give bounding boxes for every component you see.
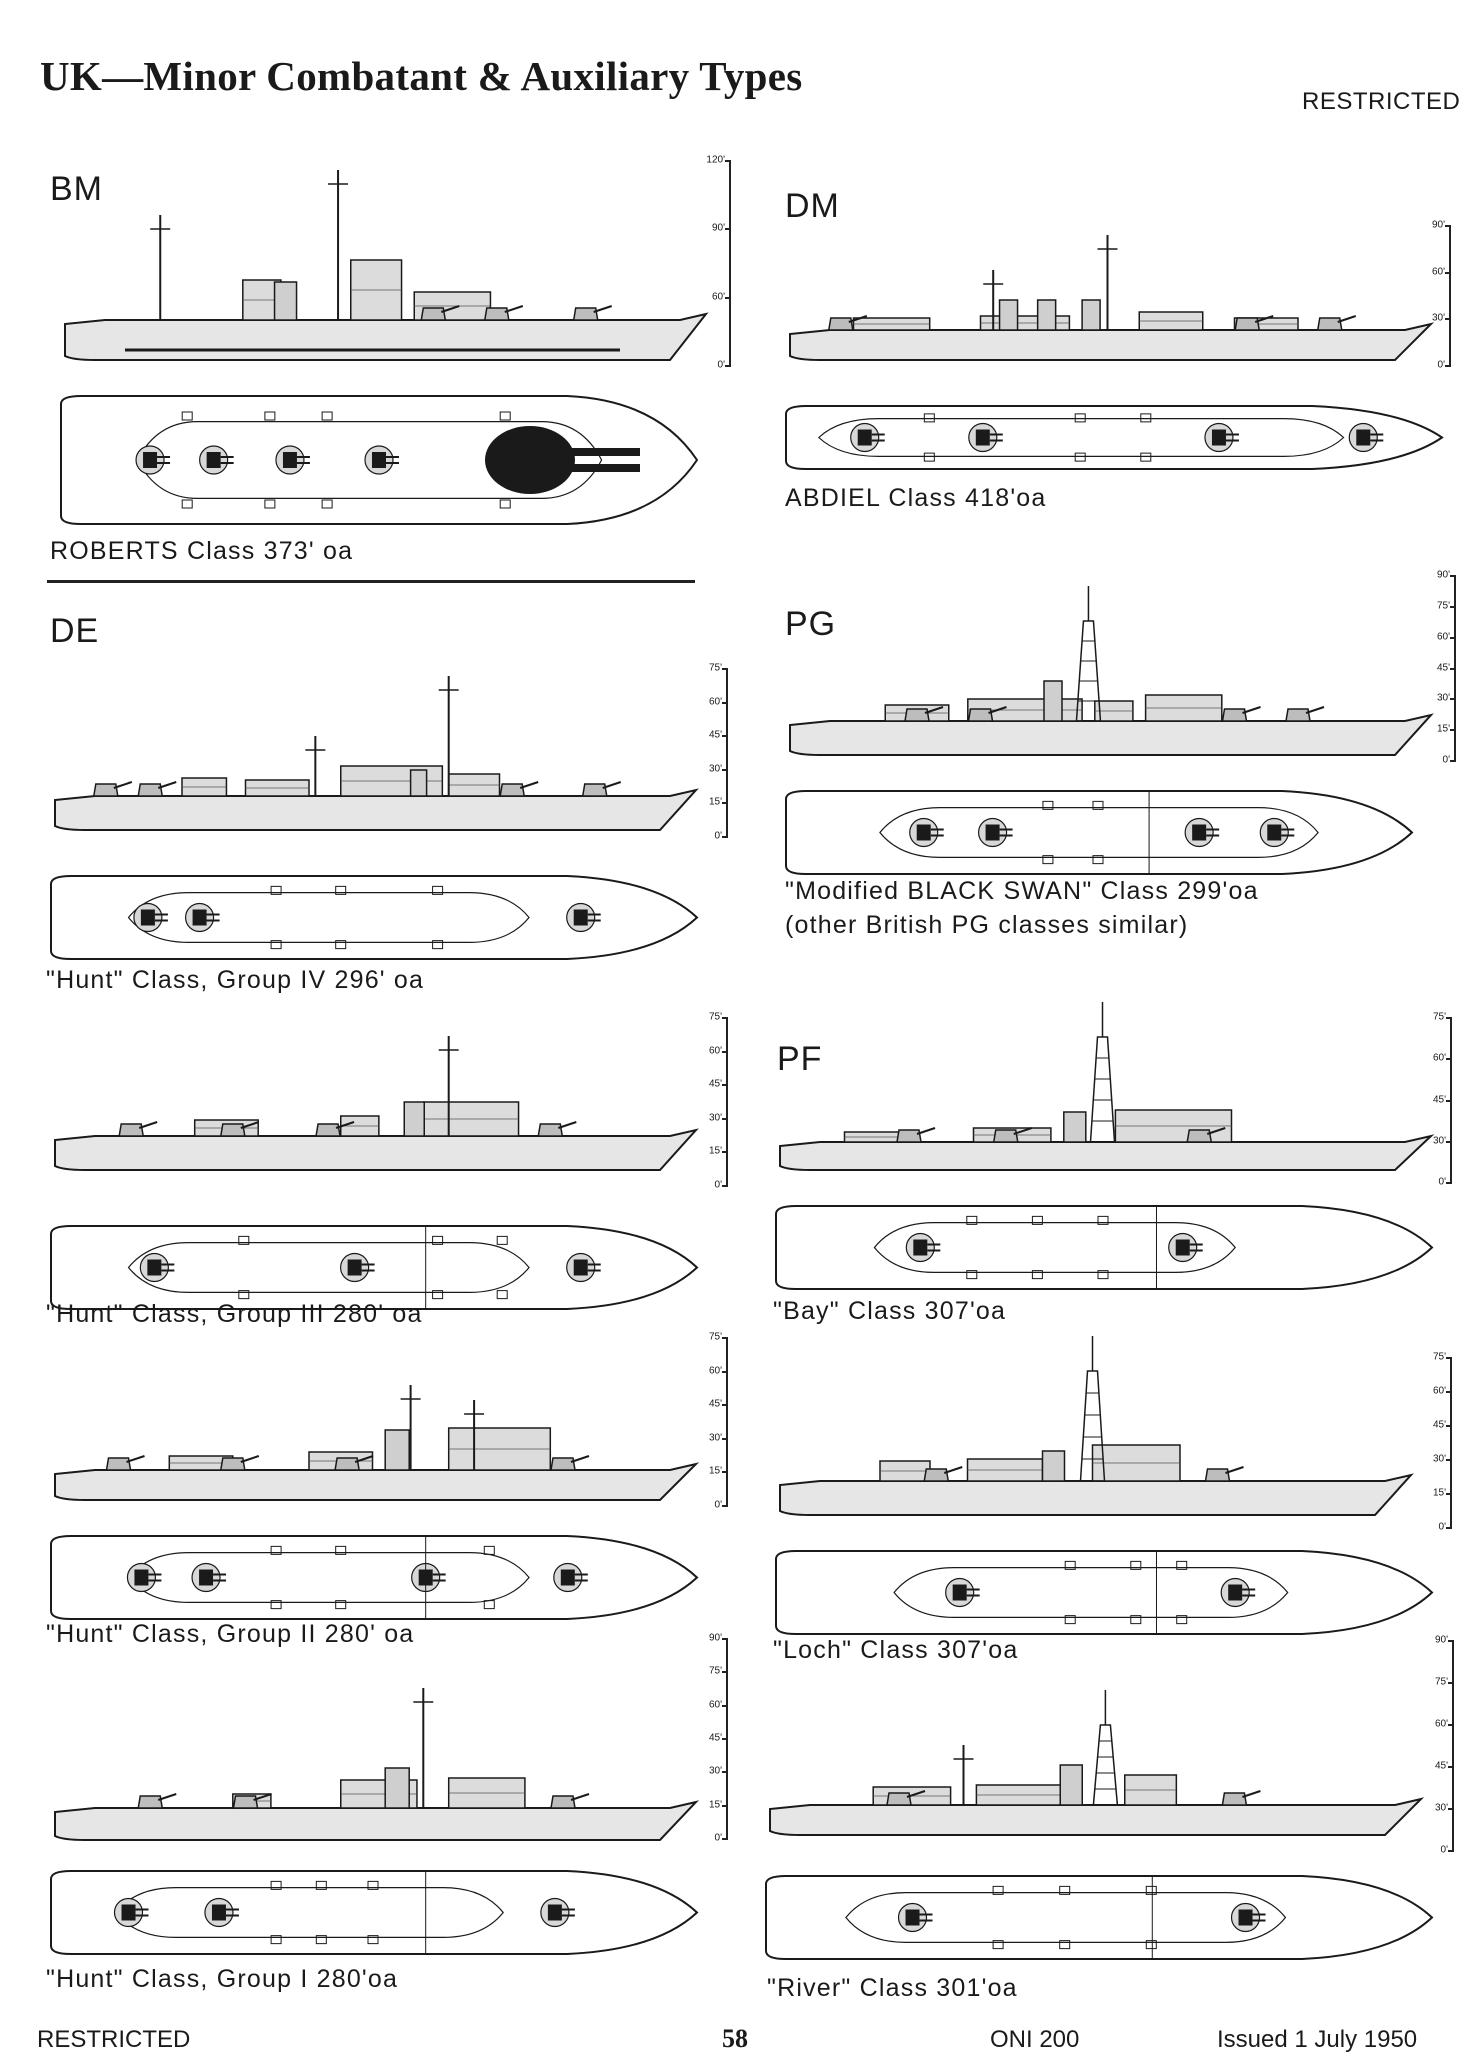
funnel [385, 1768, 409, 1808]
scale-tick [1446, 1425, 1452, 1427]
funnel [411, 770, 427, 796]
scale-tick [1445, 225, 1451, 227]
scale-tick [1446, 1357, 1452, 1359]
scale-tick [722, 668, 728, 670]
scale-label: 90' [1434, 1634, 1448, 1646]
type-code-de: DE [50, 612, 100, 650]
scale-tick [1450, 606, 1456, 608]
scale-tick [722, 1017, 728, 1019]
funnel [1082, 300, 1100, 330]
scale-bar [1450, 1357, 1452, 1527]
scale-tick [1450, 637, 1456, 639]
scale-tick [1446, 1058, 1452, 1060]
scale-tick [722, 702, 728, 704]
gun-mount [221, 1124, 245, 1136]
scale-label: 45' [708, 729, 722, 741]
scale-tick [722, 1505, 728, 1507]
modified-black-swan-profile [780, 570, 1440, 765]
scale-label: 60' [1431, 266, 1445, 278]
scale-label: 30' [708, 763, 722, 775]
scale-tick [722, 1738, 728, 1740]
scale-label: 30' [1432, 1453, 1446, 1465]
scale-label: 15' [1432, 1487, 1446, 1499]
caption-river-class: "River" Class 301'oa [767, 1974, 1018, 2002]
gun-mount [905, 709, 929, 721]
scale-tick [722, 1438, 728, 1440]
turret-gunhouse [143, 452, 157, 468]
scale-tick [1448, 1766, 1454, 1768]
scale-tick [722, 1185, 728, 1187]
page-number: 58 [722, 2024, 748, 2053]
turret-gunhouse [372, 452, 386, 468]
scale-label: 120' [706, 154, 725, 166]
scale-label: 60' [708, 1699, 722, 1711]
scale-label: 60' [1432, 1385, 1446, 1397]
gun-mount [221, 1458, 245, 1470]
loch-class-profile [770, 1330, 1420, 1525]
scale-tick [722, 1337, 728, 1339]
scale-tick [722, 1151, 728, 1153]
scale-tick [1446, 1182, 1452, 1184]
scale-tick [722, 1371, 728, 1373]
lattice-mast [1093, 1725, 1117, 1805]
scale-label: 30' [708, 1765, 722, 1777]
scale-label: 0' [714, 1499, 722, 1511]
height-scale-hunt-iii [692, 1011, 732, 1191]
roberts-class-deck-plan [55, 390, 705, 530]
gun-mount [969, 709, 993, 721]
funnel [275, 282, 297, 320]
scale-label: 0' [714, 1832, 722, 1844]
turret-gunhouse [199, 1570, 213, 1586]
scale-tick [1448, 1808, 1454, 1810]
hunt-group-ii-profile [45, 1340, 705, 1510]
scale-tick [722, 1705, 728, 1707]
scale-tick [722, 1118, 728, 1120]
publication-id: ONI 200 [990, 2026, 1080, 2053]
gun-mount [574, 308, 598, 320]
scale-tick [725, 228, 731, 230]
scale-tick [722, 769, 728, 771]
scale-tick [1450, 668, 1456, 670]
gun-mount [829, 318, 853, 330]
scale-label: 45' [708, 1398, 722, 1410]
scale-tick [722, 1671, 728, 1673]
caption-roberts-class: ROBERTS Class 373' oa [50, 537, 354, 565]
scale-label: 75' [1432, 1011, 1446, 1023]
turret-gunhouse [986, 825, 1000, 841]
scale-tick [1448, 1640, 1454, 1642]
caption-modified-black-swan: "Modified BLACK SWAN" Class 299'oa [785, 877, 1259, 905]
gun-mount [1222, 1793, 1246, 1805]
hunt-group-iv-deck-plan [45, 870, 705, 965]
funnel [1044, 681, 1062, 721]
scale-label: 75' [708, 1011, 722, 1023]
scale-label: 30' [708, 1112, 722, 1124]
bay-class-profile [770, 1010, 1440, 1180]
scale-tick [722, 802, 728, 804]
caption-pg-note: (other British PG classes similar) [785, 911, 1189, 939]
scale-tick [1446, 1100, 1452, 1102]
gun-mount [335, 1458, 359, 1470]
gun-mount [1187, 1130, 1211, 1142]
scale-tick [1445, 365, 1451, 367]
scale-label: 60' [711, 291, 725, 303]
scale-label: 0' [1437, 359, 1445, 371]
scale-tick [1448, 1682, 1454, 1684]
funnel [1038, 300, 1056, 330]
funnel [1000, 300, 1018, 330]
funnel [1064, 1112, 1086, 1142]
scale-tick [725, 297, 731, 299]
scale-label: 0' [714, 830, 722, 842]
scale-bar [726, 1017, 728, 1185]
height-scale-hunt-i [692, 1632, 732, 1844]
issue-date: Issued 1 July 1950 [1217, 2026, 1418, 2053]
scale-label: 0' [1440, 1844, 1448, 1856]
scale-tick [1446, 1527, 1452, 1529]
scale-bar [729, 160, 731, 365]
height-scale-bay [1416, 1011, 1456, 1188]
scale-label: 30' [1432, 1135, 1446, 1147]
gun-mount [234, 1796, 258, 1808]
caption-loch-class: "Loch" Class 307'oa [773, 1636, 1019, 1664]
scale-label: 15' [708, 1799, 722, 1811]
gun-mount [500, 784, 524, 796]
scale-label: 45' [1436, 662, 1450, 673]
scale-label: 60' [708, 696, 722, 708]
caption-hunt-group-ii: "Hunt" Class, Group II 280' oa [46, 1620, 415, 1648]
turret-gunhouse [1212, 430, 1226, 446]
turret-gunhouse [1239, 1910, 1253, 1926]
scale-tick [1446, 1493, 1452, 1495]
scale-tick [1446, 1459, 1452, 1461]
turret-gunhouse [574, 910, 588, 926]
scale-tick [1448, 1724, 1454, 1726]
scale-tick [722, 1771, 728, 1773]
scale-tick [722, 1051, 728, 1053]
scale-tick [722, 1805, 728, 1807]
restricted-marking-bottom: RESTRICTED [37, 2026, 191, 2053]
loch-class-deck-plan [770, 1545, 1440, 1640]
scale-tick [1446, 1391, 1452, 1393]
scale-tick [722, 836, 728, 838]
scale-label: 15' [708, 1465, 722, 1477]
height-scale-river [1418, 1634, 1458, 1856]
scale-bar [1452, 1640, 1454, 1850]
turret-gunhouse [1192, 825, 1206, 841]
scale-label: 75' [1432, 1351, 1446, 1363]
scale-label: 0' [1438, 1521, 1446, 1533]
gun-mount [316, 1124, 340, 1136]
scale-tick [722, 1084, 728, 1086]
type-code-pf: PF [777, 1040, 823, 1078]
turret-gunhouse [561, 1570, 575, 1586]
gun-mount [138, 784, 162, 796]
turret-gunhouse [1228, 1585, 1242, 1601]
scale-tick [722, 1471, 728, 1473]
scale-label: 15' [708, 1145, 722, 1157]
funnel [404, 1102, 424, 1136]
height-scale-hunt-ii [692, 1331, 732, 1511]
scale-label: 90' [1436, 569, 1450, 581]
height-scale-dm [1415, 219, 1455, 371]
deck-outline [51, 1871, 697, 1954]
scale-label: 75' [1434, 1676, 1448, 1688]
scale-label: 75' [708, 1331, 722, 1343]
roberts-class-profile [55, 155, 715, 370]
gun-mount [421, 308, 445, 320]
scale-tick [1448, 1850, 1454, 1852]
deck-outline [766, 1876, 1432, 1959]
main-gun-barrel [570, 448, 640, 456]
scale-bar [726, 1337, 728, 1505]
gun-mount [924, 1469, 948, 1481]
scale-label: 30' [1431, 312, 1445, 324]
turret-gunhouse [953, 1585, 967, 1601]
scale-label: 30' [708, 1432, 722, 1444]
type-code-bm: BM [50, 170, 103, 208]
turret-gunhouse [122, 1905, 136, 1921]
scale-label: 90' [1431, 219, 1445, 231]
gun-mount [551, 1796, 575, 1808]
turret-gunhouse [917, 825, 931, 841]
gun-mount [1223, 709, 1247, 721]
scale-tick [1446, 1017, 1452, 1019]
scale-label: 0' [1442, 754, 1450, 766]
scale-label: 90' [708, 1632, 722, 1644]
funnel [1060, 1765, 1082, 1805]
gun-mount [897, 1130, 921, 1142]
turret-gunhouse [348, 1260, 362, 1276]
gun-mount [994, 1130, 1018, 1142]
scale-tick [1450, 575, 1456, 577]
hunt-group-iv-profile [45, 650, 705, 840]
restricted-marking-top: RESTRICTED [1302, 88, 1461, 115]
bay-class-deck-plan [770, 1200, 1440, 1295]
caption-hunt-group-i: "Hunt" Class, Group I 280'oa [46, 1965, 399, 1993]
gun-mount [551, 1458, 575, 1470]
scale-label: 75' [708, 662, 722, 674]
scale-tick [1445, 272, 1451, 274]
page-title: UK—Minor Combatant & Auxiliary Types [40, 53, 803, 99]
scale-label: 60' [708, 1045, 722, 1057]
river-class-deck-plan [760, 1870, 1440, 1965]
section-divider [47, 580, 695, 583]
caption-bay-class: "Bay" Class 307'oa [773, 1297, 1007, 1325]
scale-label: 45' [708, 1732, 722, 1744]
turret-gunhouse [548, 1905, 562, 1921]
lattice-mast [1091, 1037, 1115, 1142]
gun-mount [538, 1124, 562, 1136]
caption-hunt-group-iii: "Hunt" Class, Group III 280' oa [46, 1300, 423, 1328]
hunt-group-ii-deck-plan [45, 1530, 705, 1625]
main-gun-barrel [570, 464, 640, 472]
turret-gunhouse [212, 1905, 226, 1921]
scale-tick [725, 160, 731, 162]
gun-mount [1318, 318, 1342, 330]
scale-tick [1445, 318, 1451, 320]
scale-label: 45' [1434, 1760, 1448, 1772]
scale-label: 75' [708, 1665, 722, 1677]
scale-label: 0' [714, 1179, 722, 1191]
gun-mount [138, 1796, 162, 1808]
modified-black-swan-deck-plan [780, 785, 1420, 880]
scale-bar [1449, 225, 1451, 365]
turret-gunhouse [1267, 825, 1281, 841]
turret-gunhouse [858, 430, 872, 446]
hunt-group-iii-profile [45, 1015, 705, 1180]
scale-tick [722, 1638, 728, 1640]
scale-bar [726, 668, 728, 836]
main-turret-plan [485, 426, 575, 494]
turret-gunhouse [906, 1910, 920, 1926]
caption-hunt-group-iv: "Hunt" Class, Group IV 296' oa [46, 966, 425, 994]
height-scale-loch [1416, 1351, 1456, 1533]
gun-mount [887, 1793, 911, 1805]
scale-label: 45' [1432, 1419, 1446, 1431]
scale-label: 30' [1434, 1802, 1448, 1814]
scale-label: 90' [711, 222, 725, 234]
turret-gunhouse [976, 430, 990, 446]
type-code-pg: PG [785, 605, 837, 643]
scale-tick [1450, 698, 1456, 700]
gun-mount [583, 784, 607, 796]
scale-label: 15' [1436, 723, 1450, 735]
turret-gunhouse [283, 452, 297, 468]
scale-tick [722, 1404, 728, 1406]
gun-mount [1206, 1469, 1230, 1481]
scale-label: 75' [1436, 600, 1450, 612]
turret-gunhouse [147, 1260, 161, 1276]
scale-tick [1450, 729, 1456, 731]
turret-gunhouse [1356, 430, 1370, 446]
gun-mount [1286, 709, 1310, 721]
scale-tick [722, 1838, 728, 1840]
turret-gunhouse [141, 910, 155, 926]
turret-gunhouse [913, 1240, 927, 1256]
scale-label: 60' [708, 1365, 722, 1377]
turret-gunhouse [574, 1260, 588, 1276]
hunt-group-i-profile [45, 1670, 705, 1850]
scale-label: 60' [1432, 1052, 1446, 1064]
gun-mount [107, 1458, 131, 1470]
deck-outline [776, 1551, 1432, 1634]
funnel [385, 1430, 409, 1470]
hunt-group-i-deck-plan [45, 1865, 705, 1960]
scale-tick [1450, 760, 1456, 762]
scale-label: 15' [708, 796, 722, 808]
type-code-dm: DM [785, 187, 840, 225]
scale-label: 60' [1434, 1718, 1448, 1730]
river-class-profile [760, 1680, 1430, 1845]
gun-mount [94, 784, 118, 796]
scale-tick [725, 365, 731, 367]
height-scale-hunt-iv [692, 662, 732, 842]
gun-mount [119, 1124, 143, 1136]
turret-gunhouse [207, 452, 221, 468]
caption-abdiel-class: ABDIEL Class 418'oa [785, 484, 1047, 512]
scale-tick [722, 735, 728, 737]
hull-outline [55, 1464, 696, 1500]
scale-label: 45' [708, 1078, 722, 1090]
hull-outline [65, 314, 706, 360]
turret-gunhouse [193, 910, 207, 926]
abdiel-class-deck-plan [780, 400, 1450, 475]
scale-label: 60' [1436, 631, 1450, 643]
scale-label: 0' [717, 359, 725, 371]
height-scale-bm [695, 154, 735, 371]
gun-mount [1235, 318, 1259, 330]
scale-tick [1446, 1141, 1452, 1143]
turret-gunhouse [134, 1570, 148, 1586]
abdiel-class-profile [780, 200, 1440, 370]
funnel [1043, 1451, 1065, 1481]
scale-label: 45' [1432, 1094, 1446, 1105]
turret-gunhouse [1176, 1240, 1190, 1256]
height-scale-pg [1420, 569, 1460, 766]
scale-label: 30' [1436, 692, 1450, 704]
scale-label: 0' [1438, 1176, 1446, 1188]
gun-mount [485, 308, 509, 320]
